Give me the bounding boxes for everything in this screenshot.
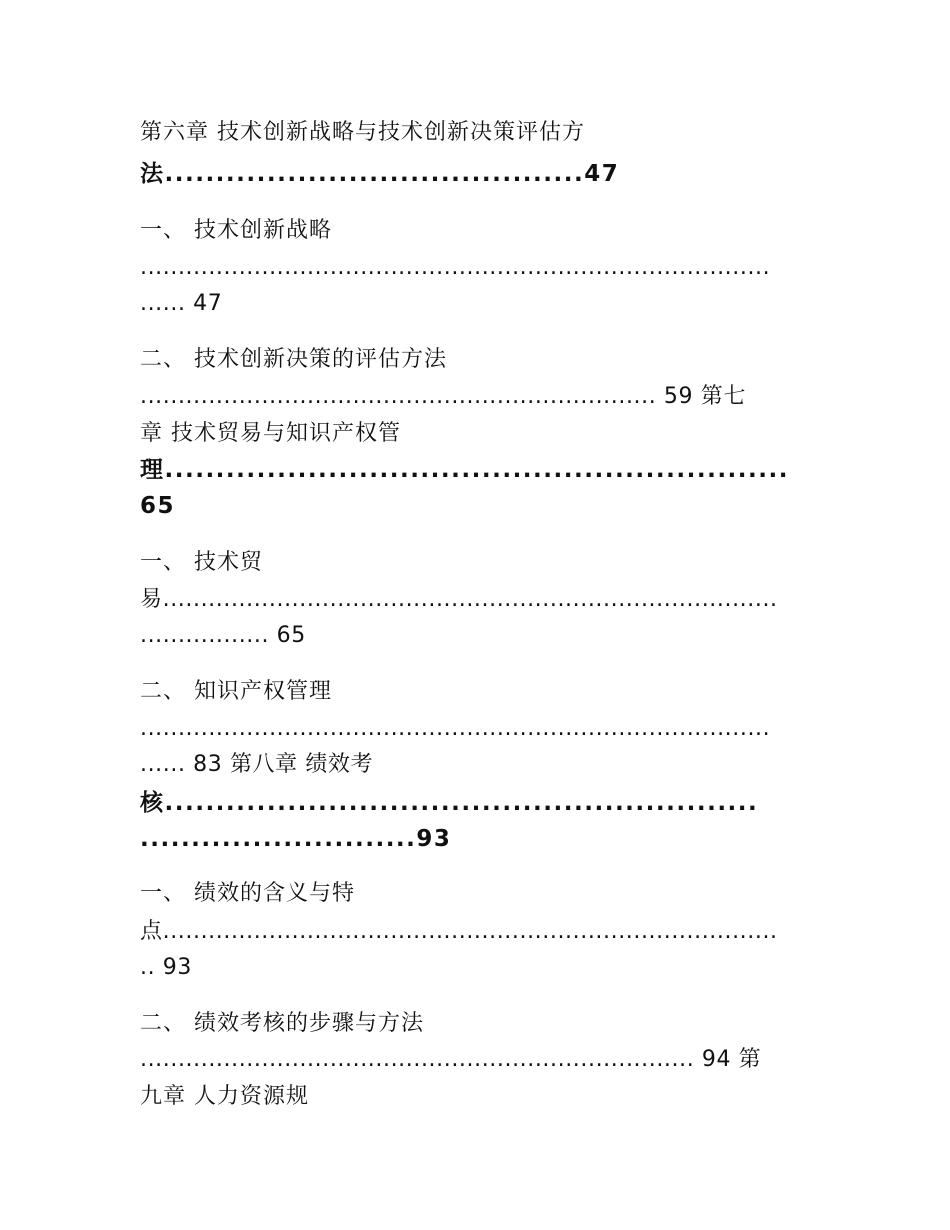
toc-line-ch8-leader: 核.......................................................... xyxy=(140,790,759,816)
toc-line-7-2-page: ...... 83 第八章 绩效考 xyxy=(140,752,374,777)
toc-line-8-2-title: 二、 绩效考核的步骤与方法 xyxy=(140,1011,424,1036)
toc-line-ch9-title: 九章 人力资源规 xyxy=(140,1084,309,1109)
toc-line-ch7-title: 章 技术贸易与知识产权管 xyxy=(140,421,401,446)
toc-line-ch7-page: 65 xyxy=(140,493,176,519)
toc-line-8-2-page: ......................................................................... 94 第 xyxy=(140,1047,762,1072)
toc-line-7-1-page: ................. 65 xyxy=(140,623,306,648)
toc-line-7-2-title: 二、 知识产权管理 xyxy=(140,679,332,704)
toc-line-6-1-title: 一、 技术创新战略 xyxy=(140,218,332,243)
toc-line-6-1-leader: ................................................................................... xyxy=(140,255,771,280)
toc-line-8-1-title: 一、 绩效的含义与特 xyxy=(140,881,355,906)
toc-line-ch6-page: 法.........................................47 xyxy=(140,161,620,187)
toc-line-ch8-page: ...........................93 xyxy=(140,826,452,852)
toc-line-8-1-leader: 点................................................................................. xyxy=(140,919,778,944)
toc-line-7-2-leader: ................................................................................... xyxy=(140,716,771,741)
toc-line-8-1-page: .. 93 xyxy=(140,955,192,980)
toc-line-ch6-title: 第六章 技术创新战略与技术创新决策评估方 xyxy=(140,120,585,145)
toc-line-6-2-title: 二、 技术创新决策的评估方法 xyxy=(140,347,447,372)
toc-line-7-1-title: 一、 技术贸 xyxy=(140,550,263,575)
toc-line-ch7-leader: 理............................................................. xyxy=(140,457,789,483)
toc-line-6-1-page: ...... 47 xyxy=(140,291,223,316)
toc-line-7-1-leader: 易................................................................................. xyxy=(140,587,778,612)
toc-line-6-2-page: .................................................................... 59 第七 xyxy=(140,384,746,409)
